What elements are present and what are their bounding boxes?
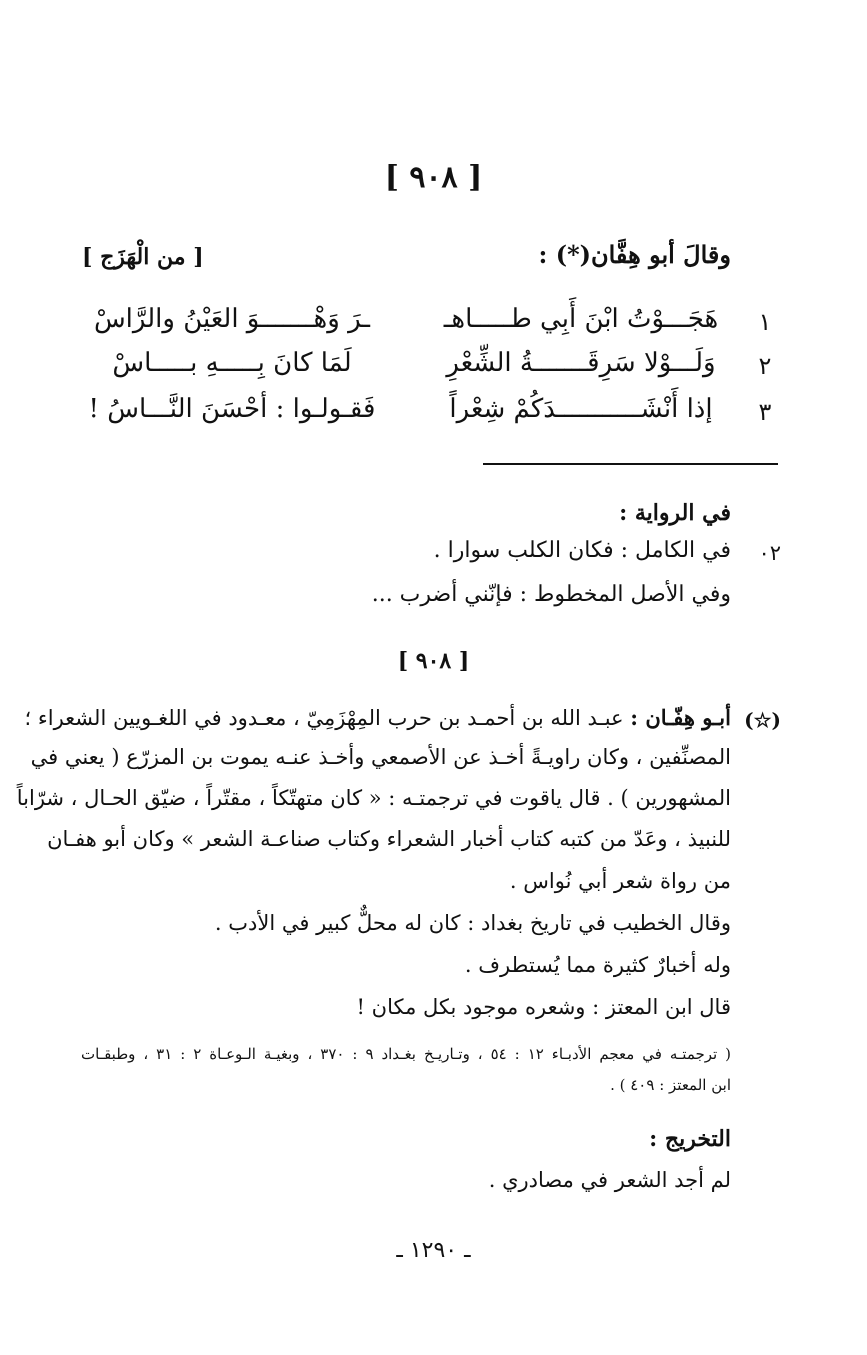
biography-name: أبـو هِفّـان : xyxy=(630,705,731,730)
biography-line-1 xyxy=(24,705,731,730)
references-line: ابن المعتز : ٤٠٩ ) . xyxy=(610,1076,731,1094)
verse-number: ١ xyxy=(758,308,772,336)
biography-line-2: المصنِّفين ، وكان راويـةً أخـذ عن الأصمعي وأخـذ عنـه يموت بن المزرّع ( يعني في xyxy=(30,745,731,769)
variant-text: وفي الأصل المخطوط : فإنّني أضرب ... xyxy=(371,582,731,607)
verse-first-hemistich: هَجَـــوْتُ ابْنَ أَبِي طـــــاهـ xyxy=(443,304,719,334)
biography-extra-line: وقال الخطيب في تاريخ بغداد : كان له محلٌّ كبير في الأدب . xyxy=(214,911,731,935)
variant-text: في الكامل : فكان الكلب سوارا . xyxy=(433,538,731,563)
verse-second-hemistich: لَمَا كانَ بِـــــهِ بـــــاسْ xyxy=(112,348,352,378)
section-number: [ ٩٠٨ ] xyxy=(397,648,470,674)
biography-line-5: من رواة شعر أبي نُواس . xyxy=(509,869,731,893)
footnote-divider xyxy=(483,463,778,465)
poem-number: [ ٩٠٨ ] xyxy=(384,160,483,195)
verse-second-hemistich: ـرَ وَهْـــــــوَ العَيْنُ والرَّاسْ xyxy=(93,304,371,334)
biography-line-4: للنبيذ ، وعَدّ من كتبه كتاب أخبار الشعراء وكتاب صناعـة الشعر » وكان أبو هفـان xyxy=(47,827,731,851)
biography-text: عبـد الله بن أحمـد بن حرب المِهْزَمِيّ ، معـدود في اللغـويين الشعراء ؛ xyxy=(24,706,624,730)
verse-number: ٢ xyxy=(758,352,772,380)
takhrij-text: لم أجد الشعر في مصادري . xyxy=(488,1168,731,1192)
variant-number: ٠٢ xyxy=(758,541,781,565)
page-number: ـ ١٢٩٠ ـ xyxy=(396,1238,471,1263)
variants-heading: في الرواية : xyxy=(619,500,731,526)
verse-first-hemistich: إذا أَنْشَـــــــــــدَكُمْ شِعْراً xyxy=(449,394,713,424)
poem-meter: [ من الْهَزَج ] xyxy=(82,244,204,270)
verse-number: ٣ xyxy=(758,398,772,426)
asterisk-marker: (☆) xyxy=(744,708,781,732)
takhrij-heading: التخريج : xyxy=(649,1126,731,1152)
references-line: ( ترجمتـه في معجم الأدبـاء ١٢ : ٥٤ ، وتـاريـخ بغـداد ٩ : ٣٧٠ ، وبغيـة الـوعـاة ٢ : ٣١ ، وطبقـات xyxy=(81,1045,732,1063)
biography-extra-line: وله أخبارٌ كثيرة مما يُستطرف . xyxy=(464,953,731,977)
biography-extra-line: قال ابن المعتز : وشعره موجود بكل مكان ! xyxy=(356,995,731,1019)
verse-second-hemistich: فَقـولـوا : أحْسَنَ النَّـــاسُ ! xyxy=(88,394,376,424)
verse-first-hemistich: وَلَـــوْلا سَرِقَـــــــةُ الشِّعْرِ xyxy=(446,348,716,378)
biography-line-3: المشهورين ) . قال ياقوت في ترجمتـه : « كان متهتّكاً ، مقتّراً ، ضيّق الحـال ، شرّاباً xyxy=(16,786,731,810)
poem-intro: وقالَ أبو هِفَّان(*) : xyxy=(538,240,731,269)
